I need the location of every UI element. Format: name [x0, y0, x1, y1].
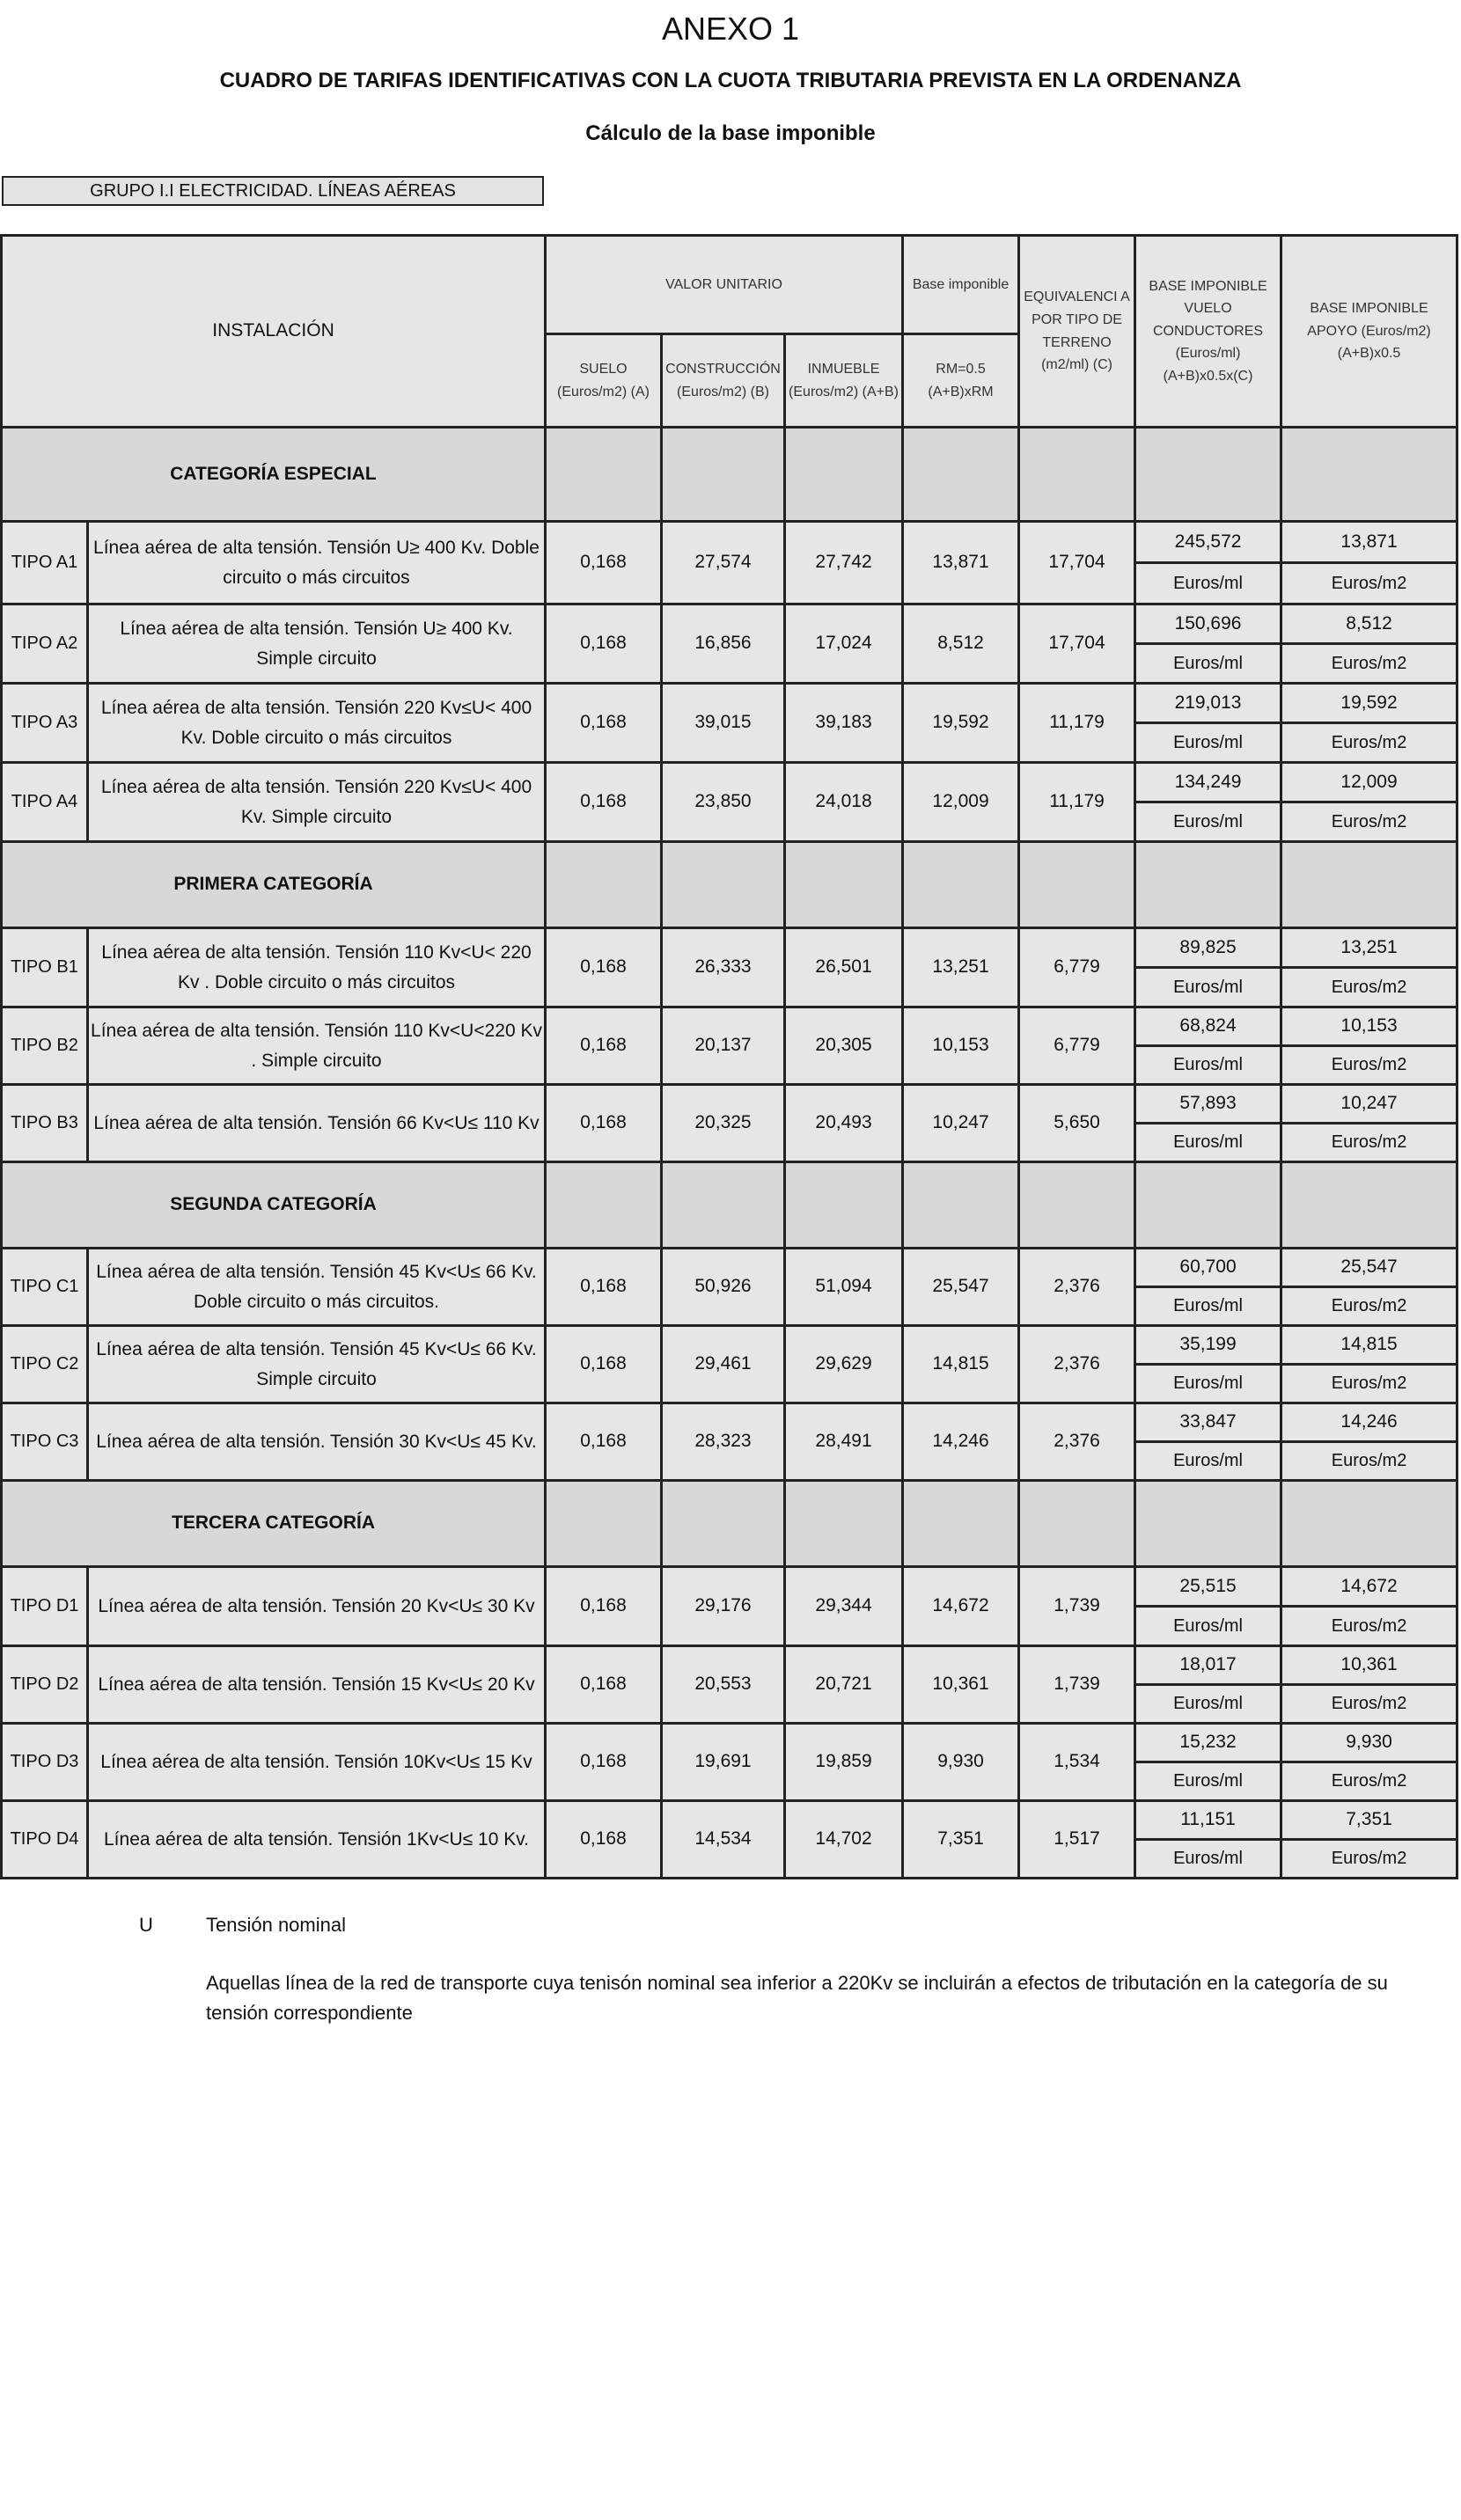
note-text: Aquellas línea de la red de transporte cuya tenisón nominal sea inferior a 220Kv se incluirán a efectos de tributación en la categoría de su tensión correspondiente [206, 1972, 1388, 2025]
category-row [2, 1162, 1457, 1249]
equivalencia-cell: 2,376 [1019, 1403, 1135, 1481]
vuelo-unit-cell: Euros/ml [1135, 802, 1281, 842]
category-label: TERCERA CATEGORÍA [2, 1481, 546, 1567]
construccion-cell: 16,856 [662, 604, 785, 684]
category-empty-cell [1281, 428, 1457, 522]
equivalencia-cell: 2,376 [1019, 1249, 1135, 1326]
table-row [2, 1085, 1457, 1124]
vuelo-value-cell: 60,700 [1135, 1249, 1281, 1287]
description-cell: Línea aérea de alta tensión. Tensión 110 Kv<U< 220 Kv . Doble circuito o más circuitos [88, 928, 546, 1007]
tipo-cell: TIPO C3 [2, 1403, 88, 1481]
tipo-cell: TIPO D2 [2, 1646, 88, 1724]
header-vuelo: BASE IMPONIBLE VUELO CONDUCTORES (Euros/ml) (A+B)x0.5x(C) [1135, 236, 1281, 428]
construccion-cell: 20,325 [662, 1085, 785, 1162]
inmueble-cell: 51,094 [785, 1249, 903, 1326]
base-cell: 19,592 [903, 684, 1019, 763]
description-cell: Línea aérea de alta tensión. Tensión U≥ 400 Kv. Doble circuito o más circuitos [88, 522, 546, 604]
category-empty-cell [1019, 1481, 1135, 1567]
description-cell: Línea aérea de alta tensión. Tensión 220 Kv≤U< 400 Kv. Simple circuito [88, 763, 546, 842]
header-suelo: SUELO (Euros/m2) (A) [546, 334, 662, 428]
inmueble-cell: 24,018 [785, 763, 903, 842]
vuelo-value-cell: 245,572 [1135, 522, 1281, 563]
apoyo-unit-cell: Euros/m2 [1281, 1685, 1457, 1724]
construccion-cell: 27,574 [662, 522, 785, 604]
vuelo-unit-cell: Euros/ml [1135, 1685, 1281, 1724]
equivalencia-cell: 1,534 [1019, 1724, 1135, 1801]
apoyo-value-cell: 19,592 [1281, 684, 1457, 723]
construccion-cell: 20,137 [662, 1007, 785, 1085]
description-cell: Línea aérea de alta tensión. Tensión 30 Kv<U≤ 45 Kv. [88, 1403, 546, 1481]
suelo-cell: 0,168 [546, 763, 662, 842]
category-label: SEGUNDA CATEGORÍA [2, 1162, 546, 1249]
category-empty-cell [1281, 1481, 1457, 1567]
base-cell: 14,815 [903, 1326, 1019, 1403]
equivalencia-cell: 11,179 [1019, 684, 1135, 763]
category-empty-cell [1281, 842, 1457, 928]
inmueble-cell: 20,305 [785, 1007, 903, 1085]
equivalencia-cell: 1,739 [1019, 1646, 1135, 1724]
base-cell: 10,153 [903, 1007, 1019, 1085]
tipo-cell: TIPO A2 [2, 604, 88, 684]
inmueble-cell: 29,629 [785, 1326, 903, 1403]
equivalencia-cell: 5,650 [1019, 1085, 1135, 1162]
equivalencia-cell: 6,779 [1019, 1007, 1135, 1085]
apoyo-unit-cell: Euros/m2 [1281, 968, 1457, 1007]
construccion-cell: 39,015 [662, 684, 785, 763]
vuelo-unit-cell: Euros/ml [1135, 968, 1281, 1007]
vuelo-unit-cell: Euros/ml [1135, 723, 1281, 763]
apoyo-value-cell: 8,512 [1281, 604, 1457, 644]
table-row [2, 1646, 1457, 1685]
base-cell: 25,547 [903, 1249, 1019, 1326]
inmueble-cell: 26,501 [785, 928, 903, 1007]
apoyo-value-cell: 10,153 [1281, 1007, 1457, 1046]
vuelo-value-cell: 18,017 [1135, 1646, 1281, 1685]
table-row [2, 1801, 1457, 1840]
header-row-top [2, 236, 1457, 334]
inmueble-cell: 14,702 [785, 1801, 903, 1879]
equivalencia-cell: 17,704 [1019, 522, 1135, 604]
apoyo-value-cell: 14,672 [1281, 1567, 1457, 1607]
category-empty-cell [785, 1481, 903, 1567]
construccion-cell: 20,553 [662, 1646, 785, 1724]
category-row [2, 1481, 1457, 1567]
category-empty-cell [785, 1162, 903, 1249]
category-empty-cell [1281, 1162, 1457, 1249]
category-row [2, 428, 1457, 522]
category-empty-cell [1135, 842, 1281, 928]
equivalencia-cell: 1,517 [1019, 1801, 1135, 1879]
inmueble-cell: 27,742 [785, 522, 903, 604]
equivalencia-cell: 11,179 [1019, 763, 1135, 842]
construccion-cell: 50,926 [662, 1249, 785, 1326]
description-cell: Línea aérea de alta tensión. Tensión 66 Kv<U≤ 110 Kv [88, 1085, 546, 1162]
apoyo-unit-cell: Euros/m2 [1281, 1607, 1457, 1646]
category-empty-cell [662, 842, 785, 928]
equivalencia-cell: 17,704 [1019, 604, 1135, 684]
base-cell: 10,361 [903, 1646, 1019, 1724]
construccion-cell: 28,323 [662, 1403, 785, 1481]
vuelo-unit-cell: Euros/ml [1135, 563, 1281, 604]
suelo-cell: 0,168 [546, 522, 662, 604]
category-empty-cell [785, 428, 903, 522]
inmueble-cell: 19,859 [785, 1724, 903, 1801]
header-valor-unitario: VALOR UNITARIO [546, 236, 903, 334]
apoyo-unit-cell: Euros/m2 [1281, 1442, 1457, 1481]
vuelo-unit-cell: Euros/ml [1135, 644, 1281, 684]
apoyo-unit-cell: Euros/m2 [1281, 644, 1457, 684]
vuelo-value-cell: 150,696 [1135, 604, 1281, 644]
tipo-cell: TIPO B2 [2, 1007, 88, 1085]
vuelo-value-cell: 219,013 [1135, 684, 1281, 723]
tipo-cell: TIPO B3 [2, 1085, 88, 1162]
header-inmueble: INMUEBLE (Euros/m2) (A+B) [785, 334, 903, 428]
apoyo-value-cell: 14,815 [1281, 1326, 1457, 1365]
description-cell: Línea aérea de alta tensión. Tensión U≥ 400 Kv. Simple circuito [88, 604, 546, 684]
base-cell: 14,246 [903, 1403, 1019, 1481]
category-empty-cell [903, 1162, 1019, 1249]
description-cell: Línea aérea de alta tensión. Tensión 45 Kv<U≤ 66 Kv. Simple circuito [88, 1326, 546, 1403]
header-equivalencia: EQUIVALENCI A POR TIPO DE TERRENO (m2/ml) (C) [1019, 236, 1135, 428]
vuelo-value-cell: 35,199 [1135, 1326, 1281, 1365]
suelo-cell: 0,168 [546, 1326, 662, 1403]
category-empty-cell [546, 1162, 662, 1249]
category-empty-cell [903, 842, 1019, 928]
document-subheading: Cálculo de la base imponible [585, 121, 876, 145]
apoyo-value-cell: 10,361 [1281, 1646, 1457, 1685]
vuelo-unit-cell: Euros/ml [1135, 1607, 1281, 1646]
note-symbol: U [139, 1914, 153, 1936]
vuelo-unit-cell: Euros/ml [1135, 1287, 1281, 1326]
group-label: GRUPO I.I ELECTRICIDAD. LÍNEAS AÉREAS [2, 176, 544, 206]
apoyo-unit-cell: Euros/m2 [1281, 1287, 1457, 1326]
table-row [2, 1326, 1457, 1365]
suelo-cell: 0,168 [546, 1646, 662, 1724]
table-row [2, 928, 1457, 968]
header-apoyo: BASE IMPONIBLE APOYO (Euros/m2) (A+B)x0.5 [1281, 236, 1457, 428]
inmueble-cell: 28,491 [785, 1403, 903, 1481]
category-empty-cell [903, 428, 1019, 522]
base-cell: 12,009 [903, 763, 1019, 842]
construccion-cell: 29,176 [662, 1567, 785, 1646]
category-empty-cell [546, 428, 662, 522]
vuelo-unit-cell: Euros/ml [1135, 1762, 1281, 1801]
apoyo-unit-cell: Euros/m2 [1281, 1840, 1457, 1879]
construccion-cell: 14,534 [662, 1801, 785, 1879]
inmueble-cell: 20,721 [785, 1646, 903, 1724]
note-symbol-definition: Tensión nominal [206, 1914, 346, 1936]
apoyo-value-cell: 13,251 [1281, 928, 1457, 968]
suelo-cell: 0,168 [546, 1724, 662, 1801]
tariff-table-body [2, 236, 1457, 1879]
base-cell: 9,930 [903, 1724, 1019, 1801]
table-row [2, 1007, 1457, 1046]
document-heading: CUADRO DE TARIFAS IDENTIFICATIVAS CON LA CUOTA TRIBUTARIA PREVISTA EN LA ORDENANZA [219, 69, 1242, 92]
vuelo-value-cell: 57,893 [1135, 1085, 1281, 1124]
category-empty-cell [662, 1162, 785, 1249]
apoyo-value-cell: 7,351 [1281, 1801, 1457, 1840]
equivalencia-cell: 6,779 [1019, 928, 1135, 1007]
description-cell: Línea aérea de alta tensión. Tensión 1Kv<U≤ 10 Kv. [88, 1801, 546, 1879]
category-empty-cell [1019, 1162, 1135, 1249]
construccion-cell: 19,691 [662, 1724, 785, 1801]
tipo-cell: TIPO D4 [2, 1801, 88, 1879]
apoyo-value-cell: 13,871 [1281, 522, 1457, 563]
apoyo-value-cell: 10,247 [1281, 1085, 1457, 1124]
apoyo-unit-cell: Euros/m2 [1281, 723, 1457, 763]
suelo-cell: 0,168 [546, 604, 662, 684]
apoyo-unit-cell: Euros/m2 [1281, 1124, 1457, 1162]
inmueble-cell: 20,493 [785, 1085, 903, 1162]
tipo-cell: TIPO A1 [2, 522, 88, 604]
apoyo-unit-cell: Euros/m2 [1281, 802, 1457, 842]
vuelo-unit-cell: Euros/ml [1135, 1124, 1281, 1162]
base-cell: 14,672 [903, 1567, 1019, 1646]
apoyo-value-cell: 25,547 [1281, 1249, 1457, 1287]
vuelo-value-cell: 33,847 [1135, 1403, 1281, 1442]
base-cell: 8,512 [903, 604, 1019, 684]
category-empty-cell [1019, 428, 1135, 522]
description-cell: Línea aérea de alta tensión. Tensión 110 Kv<U<220 Kv . Simple circuito [88, 1007, 546, 1085]
tipo-cell: TIPO A4 [2, 763, 88, 842]
equivalencia-cell: 2,376 [1019, 1326, 1135, 1403]
header-construccion: CONSTRUCCIÓN (Euros/m2) (B) [662, 334, 785, 428]
suelo-cell: 0,168 [546, 928, 662, 1007]
inmueble-cell: 17,024 [785, 604, 903, 684]
tipo-cell: TIPO C2 [2, 1326, 88, 1403]
tipo-cell: TIPO A3 [2, 684, 88, 763]
table-row [2, 1403, 1457, 1442]
inmueble-cell: 39,183 [785, 684, 903, 763]
suelo-cell: 0,168 [546, 1801, 662, 1879]
suelo-cell: 0,168 [546, 1567, 662, 1646]
category-empty-cell [1019, 842, 1135, 928]
header-base-imponible: Base imponible [903, 236, 1019, 334]
tipo-cell: TIPO D1 [2, 1567, 88, 1646]
apoyo-unit-cell: Euros/m2 [1281, 1046, 1457, 1085]
header-rm: RM=0.5 (A+B)xRM [903, 334, 1019, 428]
suelo-cell: 0,168 [546, 1249, 662, 1326]
inmueble-cell: 29,344 [785, 1567, 903, 1646]
base-cell: 10,247 [903, 1085, 1019, 1162]
description-cell: Línea aérea de alta tensión. Tensión 10Kv<U≤ 15 Kv [88, 1724, 546, 1801]
table-row [2, 604, 1457, 644]
tipo-cell: TIPO D3 [2, 1724, 88, 1801]
category-empty-cell [662, 1481, 785, 1567]
base-cell: 13,251 [903, 928, 1019, 1007]
vuelo-unit-cell: Euros/ml [1135, 1046, 1281, 1085]
suelo-cell: 0,168 [546, 1007, 662, 1085]
base-cell: 13,871 [903, 522, 1019, 604]
category-empty-cell [903, 1481, 1019, 1567]
table-row [2, 1567, 1457, 1607]
vuelo-unit-cell: Euros/ml [1135, 1365, 1281, 1403]
vuelo-value-cell: 68,824 [1135, 1007, 1281, 1046]
annex-title: ANEXO 1 [661, 11, 800, 47]
apoyo-value-cell: 9,930 [1281, 1724, 1457, 1762]
construccion-cell: 23,850 [662, 763, 785, 842]
base-cell: 7,351 [903, 1801, 1019, 1879]
category-empty-cell [785, 842, 903, 928]
construccion-cell: 29,461 [662, 1326, 785, 1403]
vuelo-value-cell: 25,515 [1135, 1567, 1281, 1607]
vuelo-value-cell: 134,249 [1135, 763, 1281, 802]
vuelo-value-cell: 89,825 [1135, 928, 1281, 968]
suelo-cell: 0,168 [546, 1085, 662, 1162]
description-cell: Línea aérea de alta tensión. Tensión 220 Kv≤U< 400 Kv. Doble circuito o más circuitos [88, 684, 546, 763]
vuelo-value-cell: 15,232 [1135, 1724, 1281, 1762]
apoyo-unit-cell: Euros/m2 [1281, 1365, 1457, 1403]
category-label: PRIMERA CATEGORÍA [2, 842, 546, 928]
category-empty-cell [1135, 428, 1281, 522]
apoyo-unit-cell: Euros/m2 [1281, 1762, 1457, 1801]
apoyo-value-cell: 14,246 [1281, 1403, 1457, 1442]
tariff-table [0, 234, 1458, 1879]
equivalencia-cell: 1,739 [1019, 1567, 1135, 1646]
vuelo-unit-cell: Euros/ml [1135, 1840, 1281, 1879]
suelo-cell: 0,168 [546, 684, 662, 763]
construccion-cell: 26,333 [662, 928, 785, 1007]
category-empty-cell [662, 428, 785, 522]
table-row [2, 1249, 1457, 1287]
suelo-cell: 0,168 [546, 1403, 662, 1481]
category-label: CATEGORÍA ESPECIAL [2, 428, 546, 522]
description-cell: Línea aérea de alta tensión. Tensión 45 Kv<U≤ 66 Kv. Doble circuito o más circuitos. [88, 1249, 546, 1326]
tipo-cell: TIPO C1 [2, 1249, 88, 1326]
vuelo-unit-cell: Euros/ml [1135, 1442, 1281, 1481]
header-instalacion: INSTALACIÓN [2, 236, 546, 428]
apoyo-value-cell: 12,009 [1281, 763, 1457, 802]
category-empty-cell [1135, 1162, 1281, 1249]
table-row [2, 763, 1457, 802]
table-row [2, 1724, 1457, 1762]
category-empty-cell [546, 1481, 662, 1567]
category-empty-cell [1135, 1481, 1281, 1567]
category-row [2, 842, 1457, 928]
table-row [2, 684, 1457, 723]
vuelo-value-cell: 11,151 [1135, 1801, 1281, 1840]
description-cell: Línea aérea de alta tensión. Tensión 20 Kv<U≤ 30 Kv [88, 1567, 546, 1646]
tipo-cell: TIPO B1 [2, 928, 88, 1007]
category-empty-cell [546, 842, 662, 928]
table-row [2, 522, 1457, 563]
description-cell: Línea aérea de alta tensión. Tensión 15 Kv<U≤ 20 Kv [88, 1646, 546, 1724]
apoyo-unit-cell: Euros/m2 [1281, 563, 1457, 604]
